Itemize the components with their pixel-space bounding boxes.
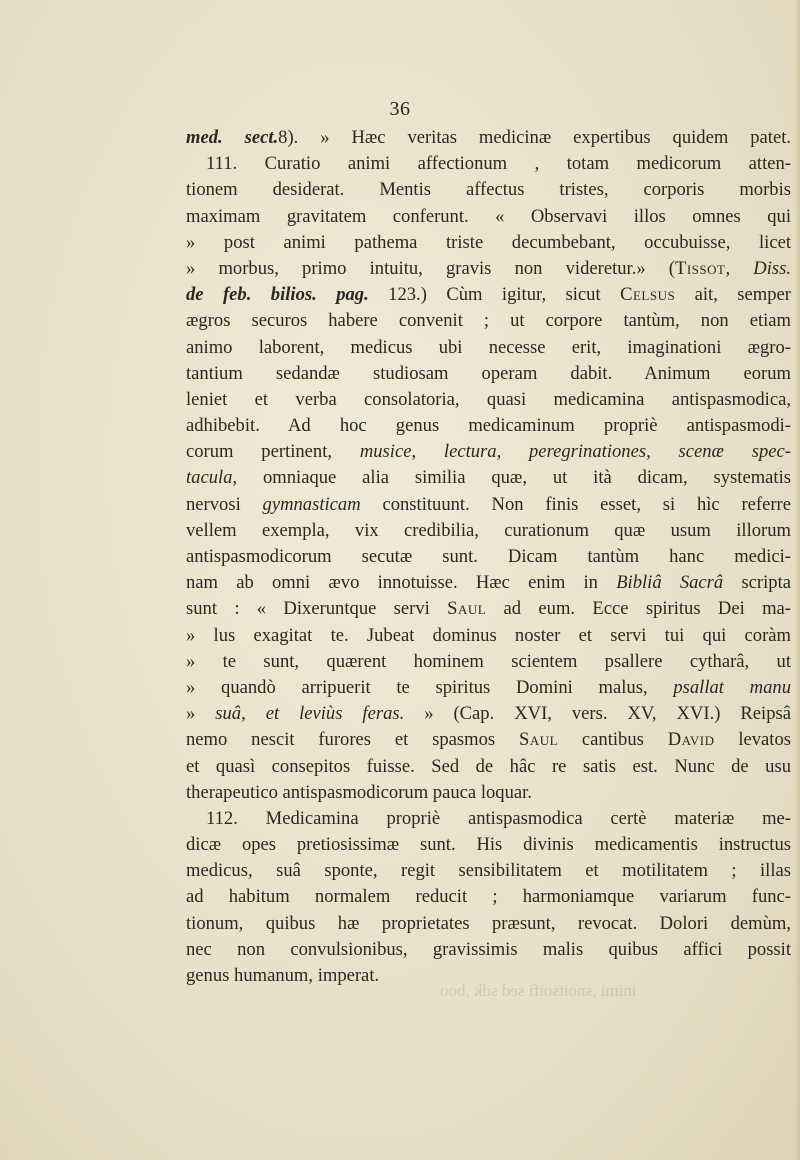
text-line: » suâ, et leviùs feras. » (Cap. XVI, vers. XV, XVI.) Reipsâ: [186, 703, 791, 725]
text-line: et quasì consepitos fuisse. Sed de hâc re satis est. Nunc de usu: [186, 755, 791, 777]
text-line: tionum, quibus hæ proprietates præsunt, revocat. Dolori demùm,: [186, 912, 791, 934]
body-text: [186, 125, 791, 989]
citation-italic: med. sect.: [186, 127, 279, 148]
text-line: tionem desiderat. Mentis affectus tristes, corporis morbis: [186, 179, 791, 201]
text-line: nervosi gymnasticam constituunt. Non finis esset, si hìc referre: [186, 493, 791, 515]
author-name: Tissot: [675, 257, 726, 279]
text-line: therapeutico antispasmodicorum pauca loquar.: [186, 781, 532, 803]
citation-italic: de feb. bilios. pag.: [186, 284, 369, 306]
paragraph-112-start: 112. Medicamina propriè antispasmodica certè materiæ me-: [206, 807, 791, 829]
proper-name: Saul: [519, 729, 559, 751]
italic-term: suâ, et leviùs feras.: [215, 703, 405, 725]
text-line: nemo nescit furores et spasmos Saul cantibus David levatos: [186, 729, 791, 751]
text-line: » te sunt, quærent hominem scientem psallere cytharâ, ut: [186, 650, 791, 672]
italic-term: gymnasticam: [262, 493, 361, 515]
text-line: corum pertinent, musice, lectura, peregrinationes, scenæ spec-: [186, 441, 791, 463]
text-line: med. sect.8). » Hæc veritas medicinæ expertibus quidem patet.: [186, 127, 792, 148]
author-name: Celsus: [620, 284, 676, 306]
text-line: » lus exagitat te. Jubeat dominus noster et servi tui qui coràm: [186, 624, 791, 646]
text-line: antispasmodicorum secutæ sunt. Dicam tantùm hanc medici-: [186, 546, 791, 567]
text-line: animo laborent, medicus ubi necesse erit, imaginationi ægro-: [186, 336, 791, 358]
text-line: de feb. bilios. pag. 123.) Cùm igitur, sicut Celsus ait, semper: [186, 284, 791, 306]
italic-term: psallat manu: [673, 676, 791, 698]
page-edge-shadow: [794, 0, 800, 1160]
text-line: » quandò arripuerit te spiritus Domini malus, psallat manu: [186, 676, 791, 698]
text-line: ad habitum normalem reducit ; harmoniamque variarum func-: [186, 886, 791, 908]
text-line: nec non convulsionibus, gravissimis malis quibus affici possit: [186, 938, 791, 960]
text-line: maximam gravitatem conferunt. « Observavi illos omnes qui: [186, 205, 791, 227]
proper-name: Saul: [447, 598, 487, 620]
italic-term: tacula: [186, 467, 233, 489]
text-line: tacula, omniaque alia similia quæ, ut ità dicam, systematis: [186, 467, 791, 489]
text-line: tantium sedandæ studiosam operam dabit. Animum eorum: [186, 362, 791, 384]
text-line: medicus, suâ sponte, regit sensibilitatem et motilitatem ; illas: [186, 860, 791, 882]
text-line: » post animi pathema triste decumbebant, occubuisse, licet: [186, 231, 791, 253]
bleed-through-text: inimi ,snoitsoifi sed sdk ,boo: [440, 981, 637, 1000]
text-line: ægros securos habere convenit ; ut corpore tantùm, non etiam: [186, 310, 791, 332]
text-line: leniet et verba consolatoria, quasi medicamina antispasmodica,: [186, 388, 791, 410]
paragraph-111-start: 111. Curatio animi affectionum , totam medicorum atten-: [206, 153, 791, 175]
text-line: dicæ opes pretiosissimæ sunt. His divinis medicamentis instructus: [186, 834, 791, 856]
proper-name: David: [667, 729, 715, 751]
text-line: vellem exempla, vix credibilia, curationum quæ usum illorum: [186, 519, 791, 541]
page-number: 36: [389, 98, 411, 120]
italic-term: Bibliâ Sacrâ: [616, 572, 724, 594]
text-line: » morbus, primo intuitu, gravis non videretur.» (Tissot, Diss.: [186, 257, 792, 279]
text-line: adhibebit. Ad hoc genus medicaminum propriè antispasmodi-: [186, 415, 791, 437]
italic-term: musice, lectura, peregrinationes, scenæ spec-: [359, 441, 791, 463]
text-line: sunt : « Dixeruntque servi Saul ad eum. Ecce spiritus Dei ma-: [186, 598, 791, 620]
text-line: nam ab omni ævo innotuisse. Hæc enim in Bibliâ Sacrâ scripta: [186, 572, 791, 594]
text-line: genus humanum, imperat.: [186, 965, 380, 986]
